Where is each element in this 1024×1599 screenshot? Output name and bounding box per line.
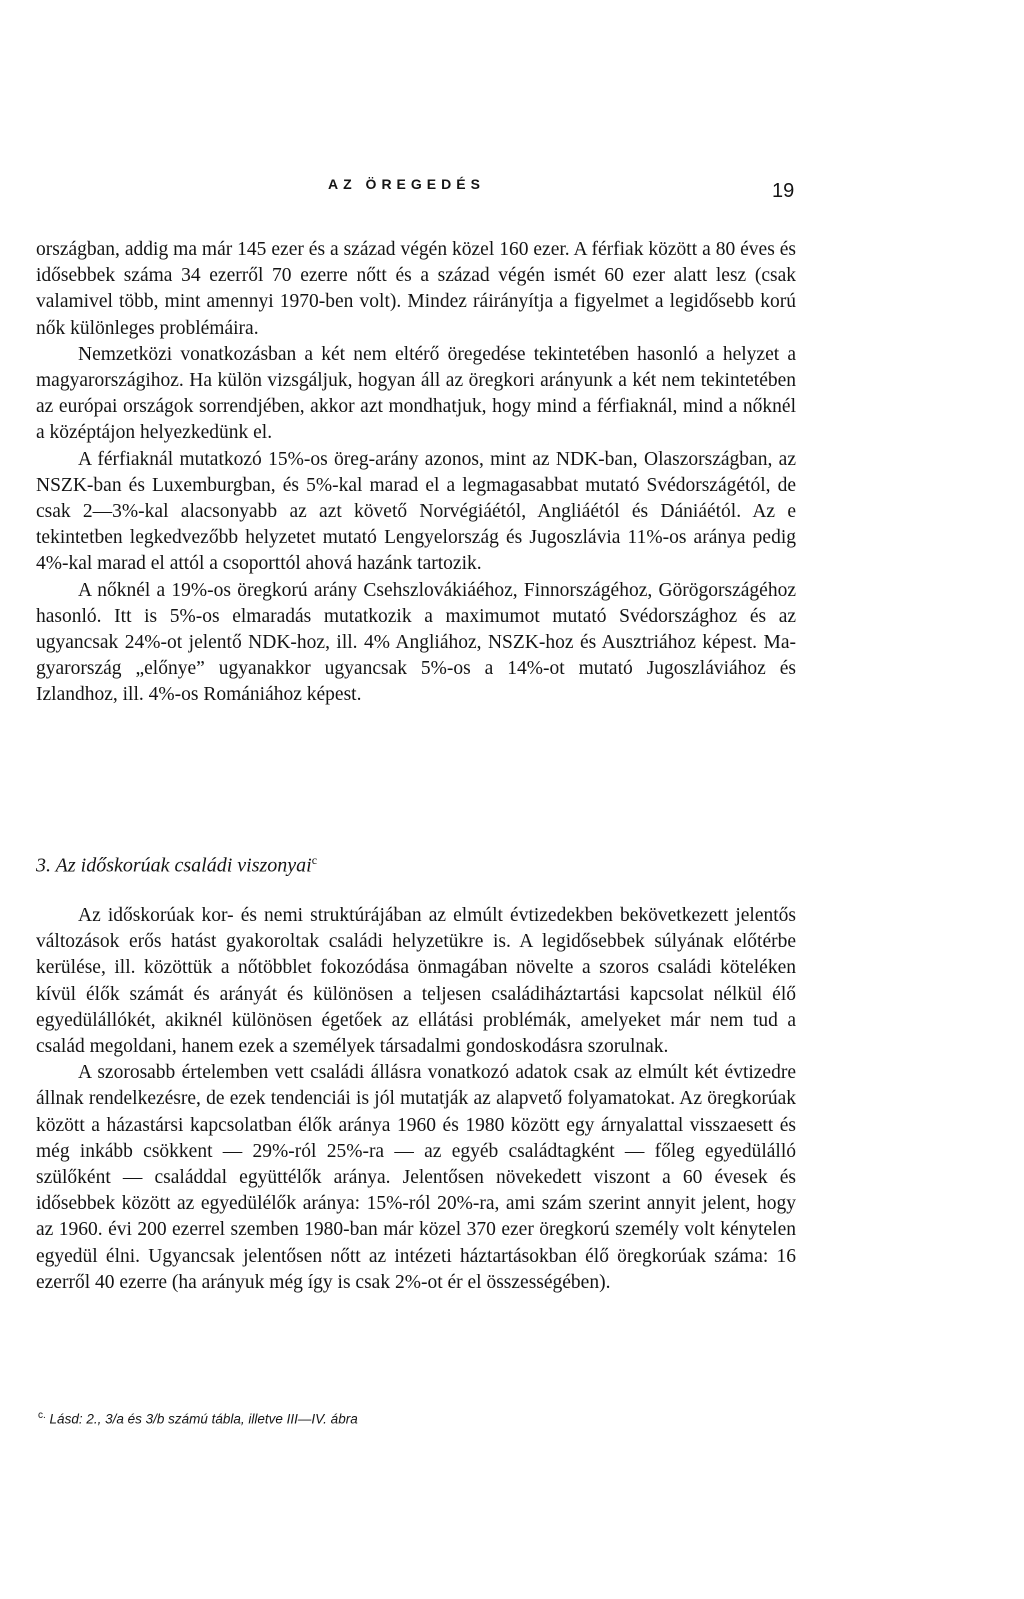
footnote-reference: c: [311, 853, 318, 867]
page-number: 19: [772, 180, 795, 202]
paragraph: A férfiaknál mutatkozó 15%-os öreg-arány azonos, mint az NDK-ban, Olaszországban, az NSZK-ban és Luxemburgban, és 5%-kal marad el a legmagasabbat mutató Svédországétól, de csak 2—3%-kal alacsonyabb az azt követő Norvégiáétól, Angliáétól és Dániáétól. Az e tekintetben legkedvezőbb helyzetet mutató Lengyelország és Jugoszlávia 11%-os aránya pedig 4%-kal marad el attól a csoporttól ahová hazánk tartozik.: [36, 448, 796, 575]
footnote-mark: c.: [38, 1410, 46, 1421]
section-title: Az időskorúak családi viszonyai: [55, 854, 312, 877]
running-head: AZ ÖREGEDÉS: [328, 176, 485, 192]
section-number: 3.: [36, 854, 51, 877]
paragraph: Nemzetközi vonatkozásban a két nem eltérő öregedése tekintetében hasonló a helyzet a magyarországihoz. Ha külön vizsgáljuk, hogyan áll az öregkori arányunk a két nem tekintetében az európai országok sorrendjében, akkor azt mondhatjuk, hogy mind a férfiaknál, mind a nőknél a középtájon helyezkedünk el.: [36, 343, 796, 444]
section-heading: [36, 853, 317, 878]
paragraph: országban, addig ma már 145 ezer és a század végén közel 160 ezer. A férfiak között a 80 éves és idősebbek száma 34 ezerről 70 ezerre nőtt és a század végén ismét 60 ezer alatt lesz (csak valamivel több, mint amennyi 1970-ben volt). Mindez ráirányítja a figyelmet a legidősebb korú nők különleges problémáira.: [36, 239, 796, 339]
section-text: [36, 903, 796, 1296]
paragraph: A nőknél a 19%-os öregkorú arány Csehszlovákiáéhoz, Finnországéhoz, Görögországéhoz hasonló. Itt is 5%-os elmaradás mutatkozik a maximumot mutató Svédországhoz és az ugyancsak 24%-ot jelentő NDK-hoz, ill. 4% Angliához, NSZK-hoz és Ausztriához képest. Magyarország „előnye” ugyanakkor ugyancsak 5%-os a 14%-ot mutató Jugoszláviához és Izlandhoz, ill. 4%-os Romániához képest.: [36, 579, 796, 706]
footnote-text: Lásd: 2., 3/a és 3/b számú tábla, illetve III—IV. ábra: [49, 1411, 358, 1427]
footnote: [38, 1410, 358, 1427]
paragraph: Az időskorúak kor- és nemi struktúrájában az elmúlt évtizedekben bekövetkezett jelentős változások erős hatást gyakoroltak családi helyzetükre is. A legidősebbek súlyának előtérbe kerülése, ill. közöttük a nőtöbblet fokozódása önmagában növelte a szoros családi köteléken kívül élők számát és arányát és különösen a teljesen családiháztartási kapcsolat nélkül élő egyedülállókét, akiknél különösen égetőek az ellátási problémák, amelyeket már nem tud a család megoldani, hanem ezek a személyek társadalmi gondoskodásra szorulnak.: [36, 905, 796, 1058]
body-text: [36, 237, 796, 709]
paragraph: A szorosabb értelemben vett családi állásra vonatkozó adatok csak az elmúlt két évtizedre állnak rendelkezésre, de ezek tendenciái is jól mutatják az alapvető folyamatokat. Az öregkorúak között a házastársi kapcsolatban élők aránya 1960 és 1980 között egy árnyalattal visszaesett és még inkább csökkent — 29%-ról 25%-ra — az egyéb családtagként — főleg egyedülálló szülőként — családdal együttélők aránya. Jelentősen növekedett viszont a 60 évesek és idősebbek között az egyedülélők aránya: 15%-ról 20%-ra, ami szám szerint annyit jelent, hogy az 1960. évi 200 ezerrel szemben 1980-ban már közel 370 ezer öregkorú személy volt kénytelen egyedül élni. Ugyancsak jelentősen nőtt az intézeti háztartásokban élő öregkorúak száma: 16 ezerről 40 ezerre (ha arányuk még így is csak 2%-ot ér el összességében).: [36, 1062, 796, 1293]
